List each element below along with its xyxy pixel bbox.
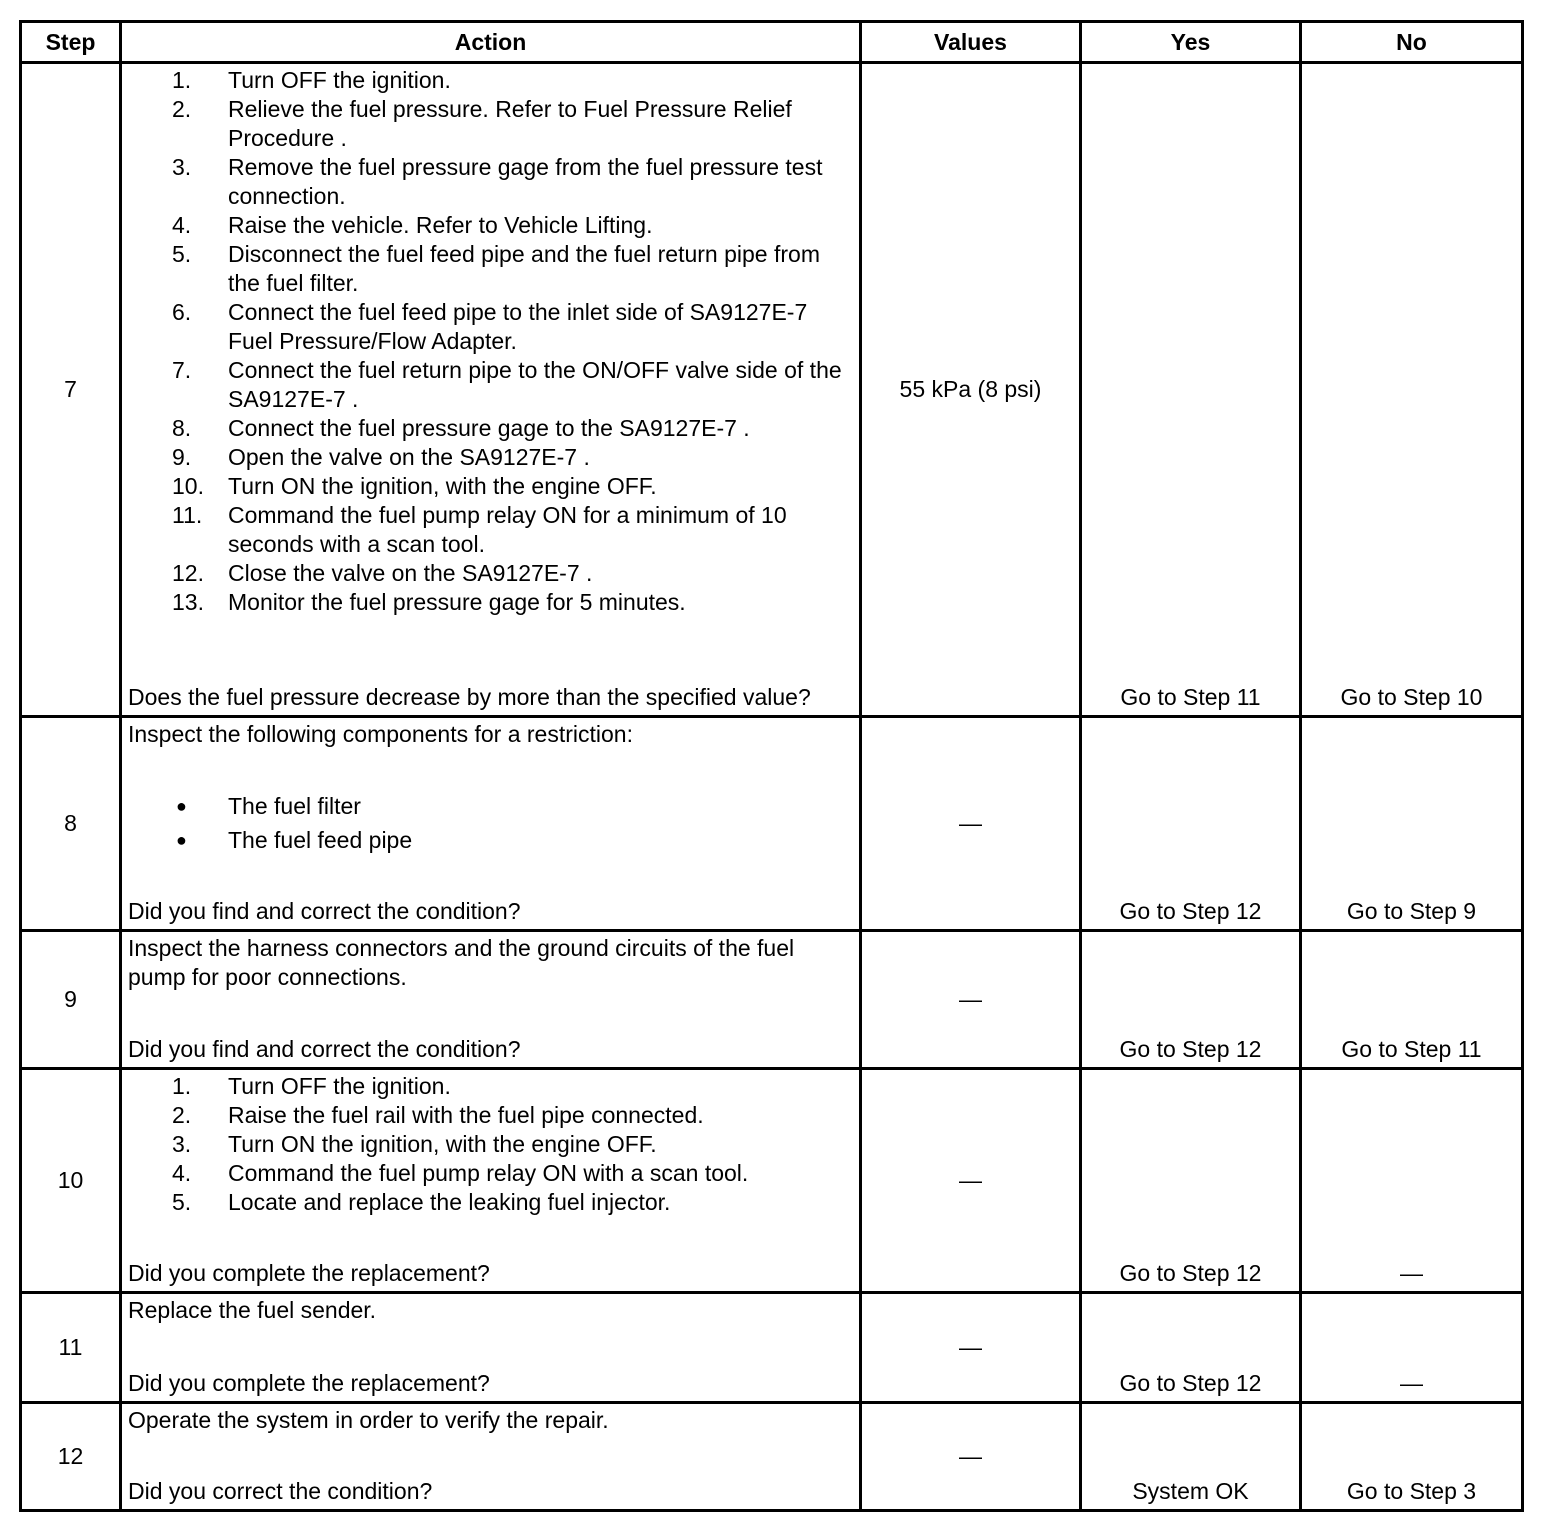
list-item: 2. Relieve the fuel pressure. Refer to Fuel Pressure Relief Procedure . [172,96,792,151]
yes-cell: Go to Step 11 [1081,63,1301,717]
list-item: 10. Turn ON the ignition, with the engine OFF. [172,473,657,499]
list-item: 4. Raise the vehicle. Refer to Vehicle Lifting. [172,212,653,238]
step-number: 10 [21,1069,121,1293]
table-row [21,1293,1523,1403]
header-no: No [1301,22,1523,63]
procedure-list [128,1072,853,1217]
action-cell [121,63,861,717]
header-values: Values [861,22,1081,63]
action-cell [121,717,861,931]
header-action: Action [121,22,861,63]
action-cell [121,931,861,1069]
intro-text: Replace the fuel sender. [128,1297,377,1323]
yes-cell: System OK [1081,1403,1301,1511]
value-cell: — [861,931,1081,1069]
step-number: 9 [21,931,121,1069]
bullet-icon: ● [176,795,187,816]
list-item: 6. Connect the fuel feed pipe to the inlet side of SA9127E-7 Fuel Pressure/Flow Adapter. [172,299,808,354]
component-list [128,789,853,857]
list-item: 12. Close the valve on the SA9127E-7 . [172,560,593,586]
list-item: 1. Turn OFF the ignition. [172,1073,451,1099]
no-cell: Go to Step 9 [1301,717,1523,931]
table-row [21,1069,1523,1293]
no-cell: Go to Step 10 [1301,63,1523,717]
list-item: ● The fuel feed pipe [176,826,413,853]
list-item: 2. Raise the fuel rail with the fuel pipe connected. [172,1102,704,1128]
yes-cell: Go to Step 12 [1081,717,1301,931]
table-row [21,931,1523,1069]
list-item: 3. Turn ON the ignition, with the engine OFF. [172,1131,657,1157]
question-text: Did you correct the condition? [128,1478,433,1504]
list-item: 9. Open the valve on the SA9127E-7 . [172,444,590,470]
action-cell [121,1069,861,1293]
table-row [21,1403,1523,1511]
yes-cell: Go to Step 12 [1081,931,1301,1069]
question-text: Did you complete the replacement? [128,1370,490,1396]
list-item: 8. Connect the fuel pressure gage to the SA9127E-7 . [172,415,750,441]
step-number: 7 [21,63,121,717]
list-item: 5. Disconnect the fuel feed pipe and the fuel return pipe from the fuel filter. [172,241,820,296]
no-cell: — [1301,1069,1523,1293]
intro-text: Operate the system in order to verify the repair. [128,1407,609,1433]
question-text: Did you complete the replacement? [128,1260,490,1286]
question-text: Does the fuel pressure decrease by more than the specified value? [128,684,811,710]
table-row [21,717,1523,931]
no-cell: Go to Step 3 [1301,1403,1523,1511]
action-cell [121,1403,861,1511]
header-row [21,22,1523,63]
step-number: 8 [21,717,121,931]
list-item: 4. Command the fuel pump relay ON with a scan tool. [172,1160,749,1186]
table-row [21,63,1523,717]
value-cell: — [861,1403,1081,1511]
header-yes: Yes [1081,22,1301,63]
intro-text: Inspect the harness connectors and the ground circuits of the fuel pump for poor connections. [128,935,795,990]
value-cell: 55 kPa (8 psi) [861,63,1081,717]
intro-text: Inspect the following components for a restriction: [128,721,633,747]
yes-cell: Go to Step 12 [1081,1069,1301,1293]
header-step: Step [21,22,121,63]
yes-cell: Go to Step 12 [1081,1293,1301,1403]
list-item: 11. Command the fuel pump relay ON for a minimum of 10 seconds with a scan tool. [172,502,787,557]
value-cell: — [861,1069,1081,1293]
list-item: 3. Remove the fuel pressure gage from the fuel pressure test connection. [172,154,823,209]
question-text: Did you find and correct the condition? [128,898,521,924]
list-item: ● The fuel filter [176,792,361,819]
list-item: 7. Connect the fuel return pipe to the ON/OFF valve side of the SA9127E-7 . [172,357,842,412]
step-number: 12 [21,1403,121,1511]
value-cell: — [861,1293,1081,1403]
step-number: 11 [21,1293,121,1403]
value-cell: — [861,717,1081,931]
no-cell: — [1301,1293,1523,1403]
bullet-icon: ● [176,829,187,850]
diagnostic-table [19,20,1524,1512]
procedure-list [128,66,853,617]
action-cell [121,1293,861,1403]
list-item: 1. Turn OFF the ignition. [172,67,451,93]
list-item: 13. Monitor the fuel pressure gage for 5 minutes. [172,589,686,615]
list-item: 5. Locate and replace the leaking fuel injector. [172,1189,671,1215]
no-cell: Go to Step 11 [1301,931,1523,1069]
question-text: Did you find and correct the condition? [128,1036,521,1062]
